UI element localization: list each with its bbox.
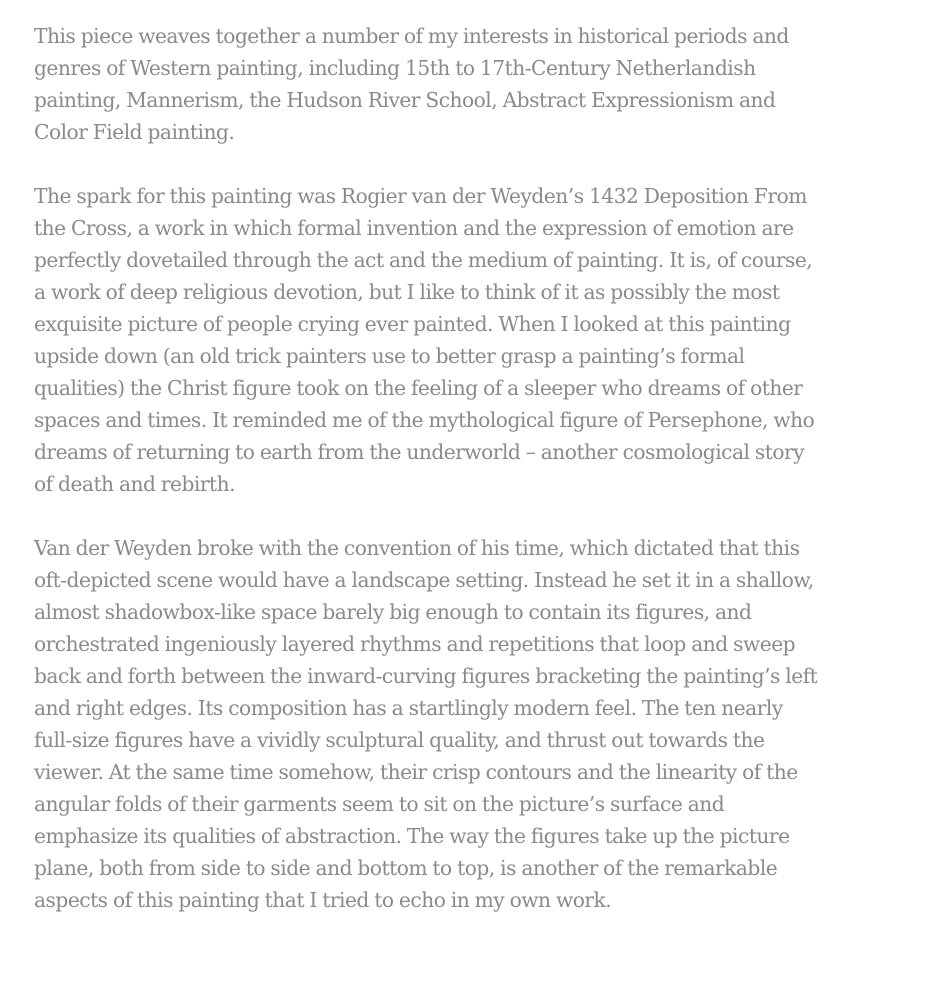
paragraph-line: upside down (an old trick painters use to better grasp a painting’s formal: [34, 344, 745, 368]
paragraph-line: genres of Western painting, including 15th to 17th-Century Netherlandish: [34, 56, 756, 80]
paragraph-line: This piece weaves together a number of my interests in historical periods and: [34, 24, 789, 48]
paragraph-1: [34, 20, 894, 148]
paragraph-line: full-size figures have a vividly sculptural quality, and thrust out towards the: [34, 728, 765, 752]
paragraph-line: qualities) the Christ figure took on the feeling of a sleeper who dreams of other: [34, 376, 803, 400]
paragraph-line: and right edges. Its composition has a startlingly modern feel. The ten nearly: [34, 696, 783, 720]
paragraph-2: [34, 180, 894, 500]
paragraph-line: exquisite picture of people crying ever painted. When I looked at this painting: [34, 312, 791, 336]
paragraph-line: oft-depicted scene would have a landscape setting. Instead he set it in a shallow,: [34, 568, 814, 592]
paragraph-line: the Cross, a work in which formal invention and the expression of emotion are: [34, 216, 794, 240]
paragraph-line: a work of deep religious devotion, but I like to think of it as possibly the most: [34, 280, 780, 304]
paragraph-line: orchestrated ingeniously layered rhythms and repetitions that loop and sweep: [34, 632, 796, 656]
paragraph-line: of death and rebirth.: [34, 472, 236, 496]
paragraph-line: dreams of returning to earth from the underworld – another cosmological story: [34, 440, 805, 464]
paragraph-line: Van der Weyden broke with the convention of his time, which dictated that this: [34, 536, 800, 560]
paragraph-line: emphasize its qualities of abstraction. The way the figures take up the picture: [34, 824, 790, 848]
paragraph-line: plane, both from side to side and bottom to top, is another of the remarkable: [34, 856, 778, 880]
paragraph-line: The spark for this painting was Rogier van der Weyden’s 1432 Deposition From: [34, 184, 807, 208]
paragraph-line: back and forth between the inward-curving figures bracketing the painting’s left: [34, 664, 818, 688]
paragraph-line: spaces and times. It reminded me of the mythological figure of Persephone, who: [34, 408, 815, 432]
paragraph-line: aspects of this painting that I tried to echo in my own work.: [34, 888, 612, 912]
paragraph-line: almost shadowbox-like space barely big enough to contain its figures, and: [34, 600, 752, 624]
article-body: [34, 20, 894, 948]
paragraph-line: painting, Mannerism, the Hudson River School, Abstract Expressionism and: [34, 88, 776, 112]
paragraph-line: perfectly dovetailed through the act and the medium of painting. It is, of course,: [34, 248, 813, 272]
paragraph-3: [34, 532, 894, 916]
paragraph-line: Color Field painting.: [34, 120, 235, 144]
paragraph-line: angular folds of their garments seem to sit on the picture’s surface and: [34, 792, 725, 816]
paragraph-line: viewer. At the same time somehow, their crisp contours and the linearity of the: [34, 760, 798, 784]
